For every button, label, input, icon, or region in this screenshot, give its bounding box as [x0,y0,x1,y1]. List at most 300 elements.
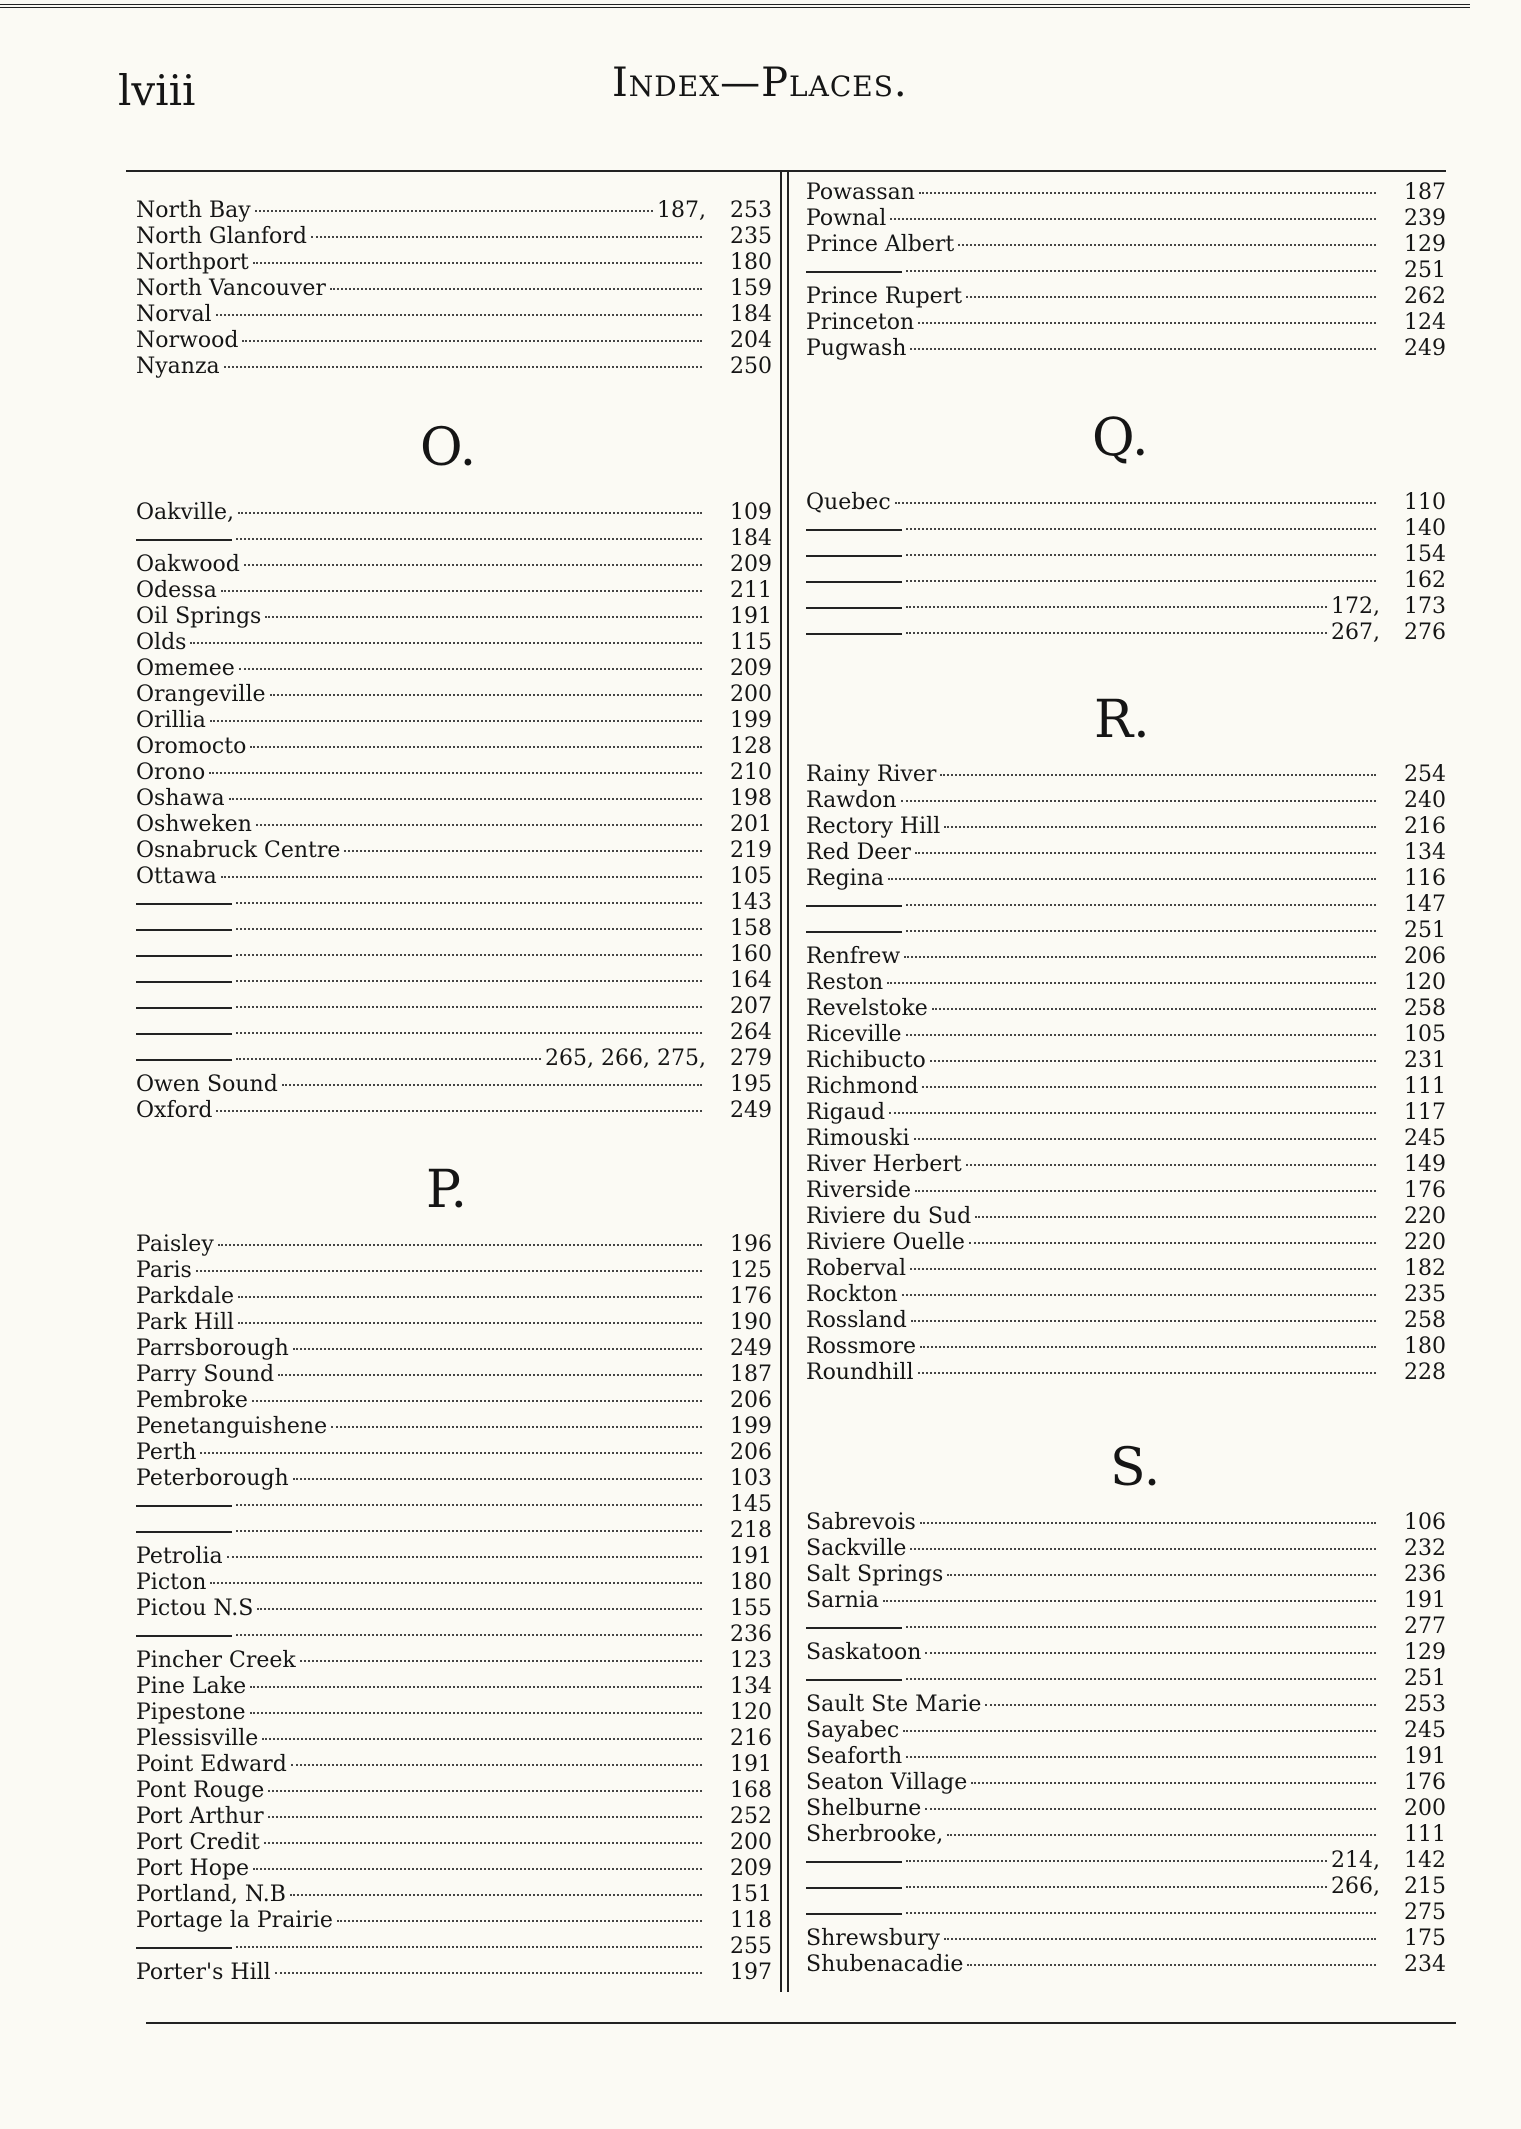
dot-leader [200,1452,702,1454]
index-entry [136,526,772,552]
dot-leader [337,1920,702,1922]
entry-page-number: 277 [1404,1614,1446,1639]
entry-page-number: 105 [1404,1022,1446,1047]
dot-leader [888,878,1376,880]
dot-leader [265,616,702,618]
dot-leader [918,1372,1376,1374]
entry-page-number: 254 [1404,762,1446,787]
entry-place-name: Shubenacadie [806,1952,964,1977]
dot-leader [244,564,702,566]
entry-page-number: 211 [730,578,772,603]
dot-leader [293,1478,702,1480]
entry-place-name: Princeton [806,310,915,335]
dot-leader [969,1242,1376,1244]
entry-page-number: 111 [1404,1074,1446,1099]
entry-place-name: Rainy River [806,762,937,787]
entry-place-name: Reston [806,970,884,995]
entry-page-number: 162 [1404,568,1446,593]
index-entry [136,1648,772,1674]
index-entry [806,1666,1446,1692]
entry-page-number: 200 [1404,1796,1446,1821]
ditto-dash [136,1505,232,1507]
dot-leader [236,1946,702,1948]
entry-page-number: 249 [730,1098,772,1123]
entry-page-number: 251 [1404,258,1446,283]
entry-page-number: 216 [1404,814,1446,839]
dot-leader [958,244,1376,246]
section-heading-q: Q. [1092,408,1149,468]
dot-leader [966,1164,1376,1166]
ditto-dash [806,555,902,557]
ditto-dash [806,931,902,933]
dot-leader [221,876,702,878]
entry-place-name: Penetanguishene [136,1414,328,1439]
entry-page-number: 191 [730,1544,772,1569]
index-entry [136,276,772,302]
entry-page-number: 110 [1404,490,1446,515]
entry-place-name: Riviere Ouelle [806,1230,965,1255]
index-entry [136,760,772,786]
entry-place-name: Rossmore [806,1334,917,1359]
ditto-dash [806,1861,902,1863]
dot-leader [906,1756,1376,1758]
entry-page-number: 134 [1404,840,1446,865]
index-entry [806,1952,1446,1978]
section-heading-p: P. [426,1160,467,1220]
entry-place-name: Oshawa [136,786,225,811]
dot-leader [236,1530,702,1532]
dot-leader [890,218,1376,220]
entry-place-name: Sabrevois [806,1510,916,1535]
dot-leader [300,1660,702,1662]
entry-place-name: Sackville [806,1536,907,1561]
dot-leader [910,348,1376,350]
dot-leader [210,1582,702,1584]
entry-page-number: 176 [1404,1178,1446,1203]
index-entry [136,1960,772,1986]
dot-leader [291,1764,702,1766]
entry-place-name: Renfrew [806,944,901,969]
index-entry [806,620,1446,646]
dot-leader [906,554,1376,556]
index-entry [806,232,1446,258]
index-entry [806,1874,1446,1900]
dot-leader [330,288,702,290]
index-entry [136,198,772,224]
entry-page-number: 199 [730,1414,772,1439]
entry-place-name: Osnabruck Centre [136,838,341,863]
entry-place-name: Peterborough [136,1466,289,1491]
entry-page-number: 145 [730,1492,772,1517]
entry-page-number: 115 [730,630,772,655]
index-entry [136,890,772,916]
entry-extra-pages: 266, [1331,1874,1380,1899]
entry-page-number: 220 [1404,1204,1446,1229]
entry-page-number: 128 [730,734,772,759]
entry-page-number: 275 [1404,1900,1446,1925]
right-r-entries [806,762,1446,1386]
entry-place-name: Point Edward [136,1752,287,1777]
entry-place-name: Quebec [806,490,891,515]
entry-page-number: 249 [730,1336,772,1361]
entry-page-number: 276 [1404,620,1446,645]
entry-place-name: Ottawa [136,864,217,889]
entry-page-number: 206 [730,1440,772,1465]
dot-leader [253,1868,702,1870]
entry-place-name: Paisley [136,1232,214,1257]
index-entry [136,1700,772,1726]
entry-page-number: 106 [1404,1510,1446,1535]
index-entry [136,1804,772,1830]
entry-page-number: 252 [730,1804,772,1829]
dot-leader [906,1886,1327,1888]
entry-page-number: 245 [1404,1718,1446,1743]
entry-place-name: Oil Springs [136,604,262,629]
entry-place-name: Parrsborough [136,1336,289,1361]
entry-place-name: Plessisville [136,1726,259,1751]
entry-page-number: 220 [1404,1230,1446,1255]
entry-page-number: 149 [1404,1152,1446,1177]
index-entry [136,1492,772,1518]
entry-page-number: 129 [1404,1640,1446,1665]
entry-place-name: Owen Sound [136,1072,278,1097]
entry-page-number: 180 [730,250,772,275]
index-entry [806,1848,1446,1874]
index-entry [136,1674,772,1700]
entry-place-name: Rossland [806,1308,907,1333]
entry-place-name: Oshweken [136,812,252,837]
index-entry [806,180,1446,206]
dot-leader [256,824,702,826]
entry-page-number: 258 [1404,996,1446,1021]
index-entry [806,970,1446,996]
index-entry [806,568,1446,594]
dot-leader [250,746,702,748]
index-entry [136,250,772,276]
dot-leader [236,1032,702,1034]
index-entry [136,578,772,604]
index-entry [806,1100,1446,1126]
dot-leader [236,538,702,540]
index-entry [136,328,772,354]
index-entry [136,1310,772,1336]
dot-leader [218,1244,702,1246]
entry-page-number: 215 [1404,1874,1446,1899]
entry-extra-pages: 214, [1331,1848,1380,1873]
index-entry [806,336,1446,362]
index-entry [136,1934,772,1960]
entry-page-number: 160 [730,942,772,967]
index-entry [136,1908,772,1934]
dot-leader [902,1294,1376,1296]
entry-page-number: 197 [730,1960,772,1985]
entry-page-number: 125 [730,1258,772,1283]
dot-leader [282,1084,702,1086]
entry-place-name: Sault Ste Marie [806,1692,982,1717]
dot-leader [906,606,1327,608]
dot-leader [918,322,1376,324]
entry-place-name: Rawdon [806,788,897,813]
entry-page-number: 176 [730,1284,772,1309]
entry-page-number: 120 [1404,970,1446,995]
index-entry [806,1536,1446,1562]
entry-place-name: Riverside [806,1178,911,1203]
dot-leader [236,1634,702,1636]
entry-page-number: 219 [730,838,772,863]
index-entry [136,1570,772,1596]
index-entry [806,1178,1446,1204]
dot-leader [216,314,702,316]
entry-page-number: 176 [1404,1770,1446,1795]
entry-page-number: 191 [1404,1744,1446,1769]
entry-place-name: Nyanza [136,354,220,379]
entry-place-name: Orillia [136,708,206,733]
index-entry [806,1074,1446,1100]
page-number: lviii [118,66,196,115]
index-entry [136,1020,772,1046]
index-entry [136,1778,772,1804]
entry-page-number: 120 [730,1700,772,1725]
entry-page-number: 142 [1404,1848,1446,1873]
dot-leader [906,1912,1376,1914]
entry-page-number: 234 [1404,1952,1446,1977]
index-entry [806,814,1446,840]
entry-page-number: 250 [730,354,772,379]
dot-leader [264,1842,702,1844]
ditto-dash [136,1531,232,1533]
index-entry [136,1726,772,1752]
dot-leader [906,632,1327,634]
dot-leader [967,1964,1376,1966]
entry-extra-pages: 187, [657,198,706,223]
entry-page-number: 103 [730,1466,772,1491]
entry-place-name: Odessa [136,578,217,603]
entry-place-name: Parkdale [136,1284,235,1309]
index-entry [136,656,772,682]
index-entry [806,490,1446,516]
entry-place-name: Sherbrooke, [806,1822,944,1847]
dot-leader [922,1086,1376,1088]
entry-page-number: 164 [730,968,772,993]
entry-page-number: 184 [730,526,772,551]
dot-leader [911,1320,1376,1322]
entry-page-number: 111 [1404,1822,1446,1847]
index-entry [806,1126,1446,1152]
index-entry [136,1830,772,1856]
index-entry [806,1360,1446,1386]
entry-place-name: Richibucto [806,1048,926,1073]
entry-place-name: Oromocto [136,734,247,759]
entry-place-name: Orangeville [136,682,266,707]
entry-place-name: Regina [806,866,884,891]
entry-page-number: 236 [1404,1562,1446,1587]
entry-place-name: Shelburne [806,1796,922,1821]
entry-extra-pages: 265, 266, 275, [545,1046,706,1071]
dot-leader [278,1374,702,1376]
entry-page-number: 228 [1404,1360,1446,1385]
index-entry [806,1510,1446,1536]
entry-place-name: Olds [136,630,187,655]
dot-leader [236,1504,702,1506]
entry-place-name: Pictou N.S [136,1596,254,1621]
entry-place-name: Petrolia [136,1544,223,1569]
entry-place-name: Rimouski [806,1126,910,1151]
entry-place-name: Paris [136,1258,192,1283]
entry-place-name: Norval [136,302,212,327]
entry-place-name: Salt Springs [806,1562,944,1587]
index-entry [136,916,772,942]
dot-leader [229,798,702,800]
entry-place-name: Oakville, [136,500,235,525]
entry-page-number: 129 [1404,232,1446,257]
index-entry [136,1098,772,1124]
section-heading-s: S. [1110,1438,1161,1498]
entry-place-name: Prince Albert [806,232,955,257]
dot-leader [944,826,1376,828]
index-entry [136,1856,772,1882]
entry-place-name: Prince Rupert [806,284,963,309]
dot-leader [906,930,1376,932]
index-entry [806,310,1446,336]
entry-page-number: 251 [1404,918,1446,943]
entry-page-number: 236 [730,1622,772,1647]
entry-page-number: 159 [730,276,772,301]
dot-leader [947,1574,1376,1576]
dot-leader [920,1522,1376,1524]
index-entry [136,1414,772,1440]
index-entry [806,594,1446,620]
index-entry [136,1388,772,1414]
entry-place-name: Orono [136,760,206,785]
index-entry [136,224,772,250]
dot-leader [236,1006,702,1008]
entry-place-name: Revelstoke [806,996,928,1021]
dot-leader [906,1860,1327,1862]
index-entry [806,762,1446,788]
index-entry [806,1796,1446,1822]
dot-leader [262,1738,702,1740]
ditto-dash [136,1947,232,1949]
dot-leader [889,1112,1376,1114]
index-entry [806,1256,1446,1282]
index-entry [136,942,772,968]
index-entry [806,258,1446,284]
index-entry [136,838,772,864]
dot-leader [236,980,702,982]
index-entry [136,1336,772,1362]
index-entry [136,786,772,812]
entry-place-name: Seaforth [806,1744,903,1769]
index-entry [806,840,1446,866]
index-entry [136,1046,772,1072]
index-entry [806,516,1446,542]
entry-place-name: Oakwood [136,552,240,577]
dot-leader [919,192,1376,194]
entry-page-number: 105 [730,864,772,889]
entry-place-name: Picton [136,1570,207,1595]
entry-page-number: 240 [1404,788,1446,813]
entry-page-number: 200 [730,1830,772,1855]
index-entry [806,1562,1446,1588]
index-entry [806,918,1446,944]
entry-place-name: Pembroke [136,1388,248,1413]
dot-leader [238,512,702,514]
entry-page-number: 232 [1404,1536,1446,1561]
index-entry [806,1640,1446,1666]
entry-page-number: 195 [730,1072,772,1097]
entry-place-name: Roberval [806,1256,907,1281]
index-entry [136,1752,772,1778]
index-entry [136,1518,772,1544]
entry-page-number: 204 [730,328,772,353]
index-entry [806,1744,1446,1770]
dot-leader [239,668,702,670]
dot-leader [268,1790,702,1792]
entry-page-number: 196 [730,1232,772,1257]
dot-leader [221,590,702,592]
entry-page-number: 123 [730,1648,772,1673]
dot-leader [252,1400,702,1402]
entry-place-name: Oxford [136,1098,213,1123]
entry-page-number: 253 [730,198,772,223]
entry-page-number: 209 [730,552,772,577]
dot-leader [275,1972,702,1974]
ditto-dash [806,1679,902,1681]
entry-place-name: Sayabec [806,1718,900,1743]
entry-place-name: Pine Lake [136,1674,247,1699]
index-entry [136,552,772,578]
entry-place-name: Pownal [806,206,887,231]
dot-leader [901,800,1376,802]
dot-leader [250,1712,702,1714]
entry-place-name: Pugwash [806,336,907,361]
index-entry [136,994,772,1020]
dot-leader [915,1190,1376,1192]
entry-place-name: Portage la Prairie [136,1908,333,1933]
entry-page-number: 155 [730,1596,772,1621]
entry-page-number: 207 [730,994,772,1019]
entry-place-name: Pont Rouge [136,1778,265,1803]
entry-place-name: Roundhill [806,1360,914,1385]
index-entry [806,1588,1446,1614]
entry-place-name: Northport [136,250,249,275]
entry-place-name: Richmond [806,1074,919,1099]
ditto-dash [136,929,232,931]
entry-page-number: 279 [730,1046,772,1071]
entry-place-name: Rectory Hill [806,814,941,839]
page-title: Index—Places. [612,60,908,106]
index-entry [806,1308,1446,1334]
ditto-dash [806,581,902,583]
index-entry [136,1622,772,1648]
entry-page-number: 206 [1404,944,1446,969]
entry-place-name: Pipestone [136,1700,246,1725]
entry-page-number: 235 [730,224,772,249]
index-entry [806,1334,1446,1360]
dot-leader [209,772,702,774]
dot-leader [236,954,702,956]
entry-place-name: Port Arthur [136,1804,264,1829]
entry-page-number: 187 [730,1362,772,1387]
ditto-dash [136,1059,232,1061]
entry-place-name: North Glanford [136,224,307,249]
dot-leader [910,1548,1376,1550]
footer-rule [146,2022,1456,2024]
top-border-rule [0,4,1470,8]
ditto-dash [806,607,902,609]
index-entry [136,1882,772,1908]
index-entry [136,1284,772,1310]
